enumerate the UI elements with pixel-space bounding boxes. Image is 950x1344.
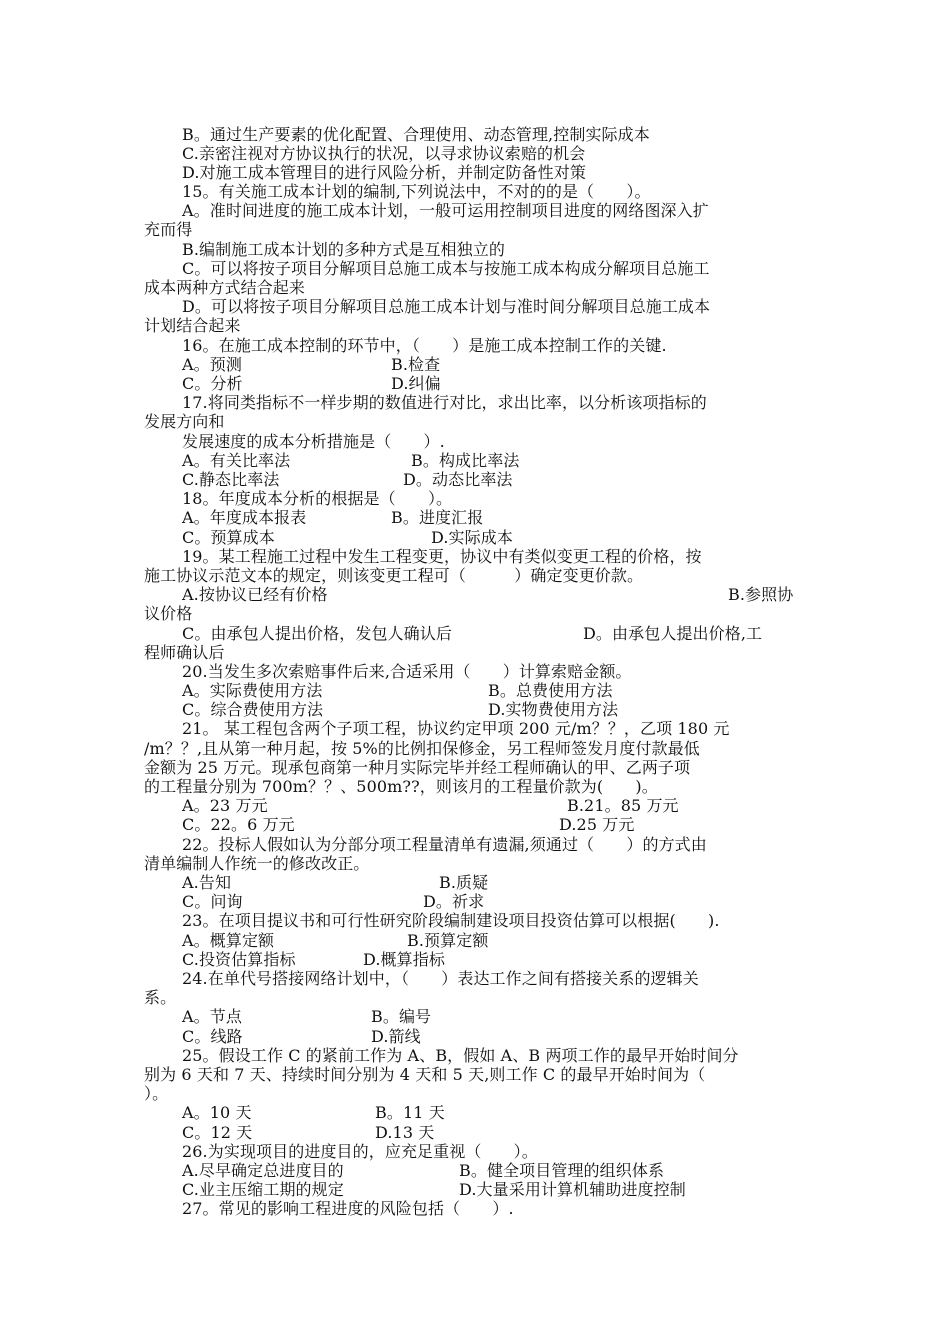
text-line: C。分析	[182, 374, 243, 393]
text-line: C.静态比率法	[182, 470, 280, 489]
text-line: C。预算成本	[182, 528, 275, 547]
text-line: C。22。6 万元	[182, 815, 295, 834]
text-line: D。可以将按子项目分解项目总施工成本计划与准时间分解项目总施工成本	[182, 297, 711, 316]
text-line: 15。有关施工成本计划的编制,下列说法中，不对的的是（ ）。	[182, 182, 651, 201]
text-line: B.编制施工成本计划的多种方式是互相独立的	[182, 240, 505, 259]
text-line: A。准时间进度的施工成本计划，一般可运用控制项目进度的网络图深入扩	[182, 201, 709, 220]
text-line: 程师确认后	[144, 643, 225, 662]
text-line: A。年度成本报表	[182, 508, 307, 527]
text-line: B.21。85 万元	[567, 796, 679, 815]
text-line: 20.当发生多次索赔事件后来,合适采用（ ）计算索赔金额。	[182, 662, 632, 681]
text-line: 系。	[144, 988, 177, 1007]
text-line: 21。 某工程包含两个子项工程，协议约定甲项 200 元/m？？，乙项 180 元	[182, 719, 730, 738]
text-line: A.按协议已经有价格	[182, 585, 328, 604]
text-line: B。11 天	[375, 1103, 445, 1122]
text-line: A.告知	[182, 873, 232, 892]
text-line: 27。常见的影响工程进度的风险包括（ ）.	[182, 1199, 514, 1218]
text-line: 议价格	[144, 604, 193, 623]
text-line: A。23 万元	[182, 796, 268, 815]
text-line: D.实际成本	[431, 528, 513, 547]
text-line: A.尽早确定总进度目的	[182, 1161, 344, 1180]
text-line: D。动态比率法	[403, 470, 513, 489]
text-line: 22。投标人假如认为分部分项工程量清单有遗漏,须通过（ ）的方式由	[182, 835, 707, 854]
text-line: B。进度汇报	[391, 508, 484, 527]
text-line: 发展速度的成本分析措施是（ ）.	[182, 432, 445, 451]
text-line: C。综合费使用方法	[182, 700, 324, 719]
text-line: 成本两种方式结合起来	[144, 278, 306, 297]
text-line: D.13 天	[375, 1123, 435, 1142]
text-line: 施工协议示范文本的规定，则该变更工程可（ ）确定变更价款。	[144, 566, 644, 585]
text-line: 18。年度成本分析的根据是（ ）。	[182, 489, 453, 508]
text-line: 的工程量分别为 700m？？、500m??，则该月的工程量价款为( )。	[144, 777, 658, 796]
text-line: C.亲密注视对方协议执行的状况，以寻求协议索赔的机会	[182, 144, 586, 163]
text-line: 17.将同类指标不一样步期的数值进行对比，求出比率，以分析该项指标的	[182, 393, 707, 412]
text-line: 别为 6 天和 7 天、持续时间分别为 4 天和 5 天,则工作 C 的最早开始时间为（	[144, 1065, 706, 1084]
text-line: 19。某工程施工过程中发生工程变更，协议中有类似变更工程的价格，按	[182, 547, 702, 566]
text-line: A。概算定额	[182, 931, 275, 950]
text-line: A。预测	[182, 355, 242, 374]
text-line: B.参照协	[728, 585, 794, 604]
text-line: /m？？,且从第一种月起，按 5%的比例扣保修金，另工程师签发月度付款最低	[144, 739, 700, 758]
text-line: ）。	[144, 1084, 169, 1103]
text-line: D。由承包人提出价格,工	[583, 624, 763, 643]
text-line: D。祈求	[423, 892, 485, 911]
text-line: D.对施工成本管理目的进行风险分析，并制定防备性对策	[182, 163, 586, 182]
text-line: B。健全项目管理的组织体系	[459, 1161, 665, 1180]
text-line: A。实际费使用方法	[182, 681, 323, 700]
text-line: C。12 天	[182, 1123, 253, 1142]
text-line: C。由承包人提出价格，发包人确认后	[182, 624, 452, 643]
text-line: C.业主压缩工期的规定	[182, 1180, 344, 1199]
text-line: 26.为实现项目的进度目的，应充足重视（ ）。	[182, 1142, 538, 1161]
text-line: 充而得	[144, 220, 193, 239]
text-line: B。总费使用方法	[488, 681, 613, 700]
text-line: B。构成比率法	[411, 451, 520, 470]
text-line: B。通过生产要素的优化配置、合理使用、动态管理,控制实际成本	[182, 125, 650, 144]
text-line: C.投资估算指标	[182, 950, 296, 969]
text-line: 清单编制人作统一的修改改正。	[144, 854, 370, 873]
text-line: B.预算定额	[407, 931, 489, 950]
text-line: 16。在施工成本控制的环节中，（ ）是施工成本控制工作的关键.	[182, 336, 667, 355]
text-line: 金额为 25 万元。现承包商第一种月实际完毕并经工程师确认的甲、乙两子项	[144, 758, 691, 777]
text-line: A。10 天	[182, 1103, 252, 1122]
text-line: C。可以将按子项目分解项目总施工成本与按施工成本构成分解项目总施工	[182, 259, 710, 278]
text-line: D.大量采用计算机辅助进度控制	[459, 1180, 686, 1199]
text-line: C。问询	[182, 892, 243, 911]
text-line: 发展方向和	[144, 412, 225, 431]
text-line: C。线路	[182, 1027, 243, 1046]
text-line: D.概算指标	[363, 950, 445, 969]
text-line: D.25 万元	[559, 815, 635, 834]
text-line: D.实物费使用方法	[488, 700, 619, 719]
text-line: 23。在项目提议书和可行性研究阶段编制建设项目投资估算可以根据( ).	[182, 911, 720, 930]
text-line: A。有关比率法	[182, 451, 291, 470]
text-line: 25。假设工作 C 的紧前工作为 A、B，假如 A、B 两项工作的最早开始时间分	[182, 1046, 739, 1065]
text-line: B.检查	[391, 355, 441, 374]
text-line: B.质疑	[439, 873, 489, 892]
text-line: A。节点	[182, 1007, 242, 1026]
text-line: B。编号	[371, 1007, 432, 1026]
text-line: 计划结合起来	[144, 316, 241, 335]
text-line: D.纠偏	[391, 374, 441, 393]
text-line: D.箭线	[371, 1027, 421, 1046]
text-line: 24.在单代号搭接网络计划中，（ ）表达工作之间有搭接关系的逻辑关	[182, 969, 699, 988]
